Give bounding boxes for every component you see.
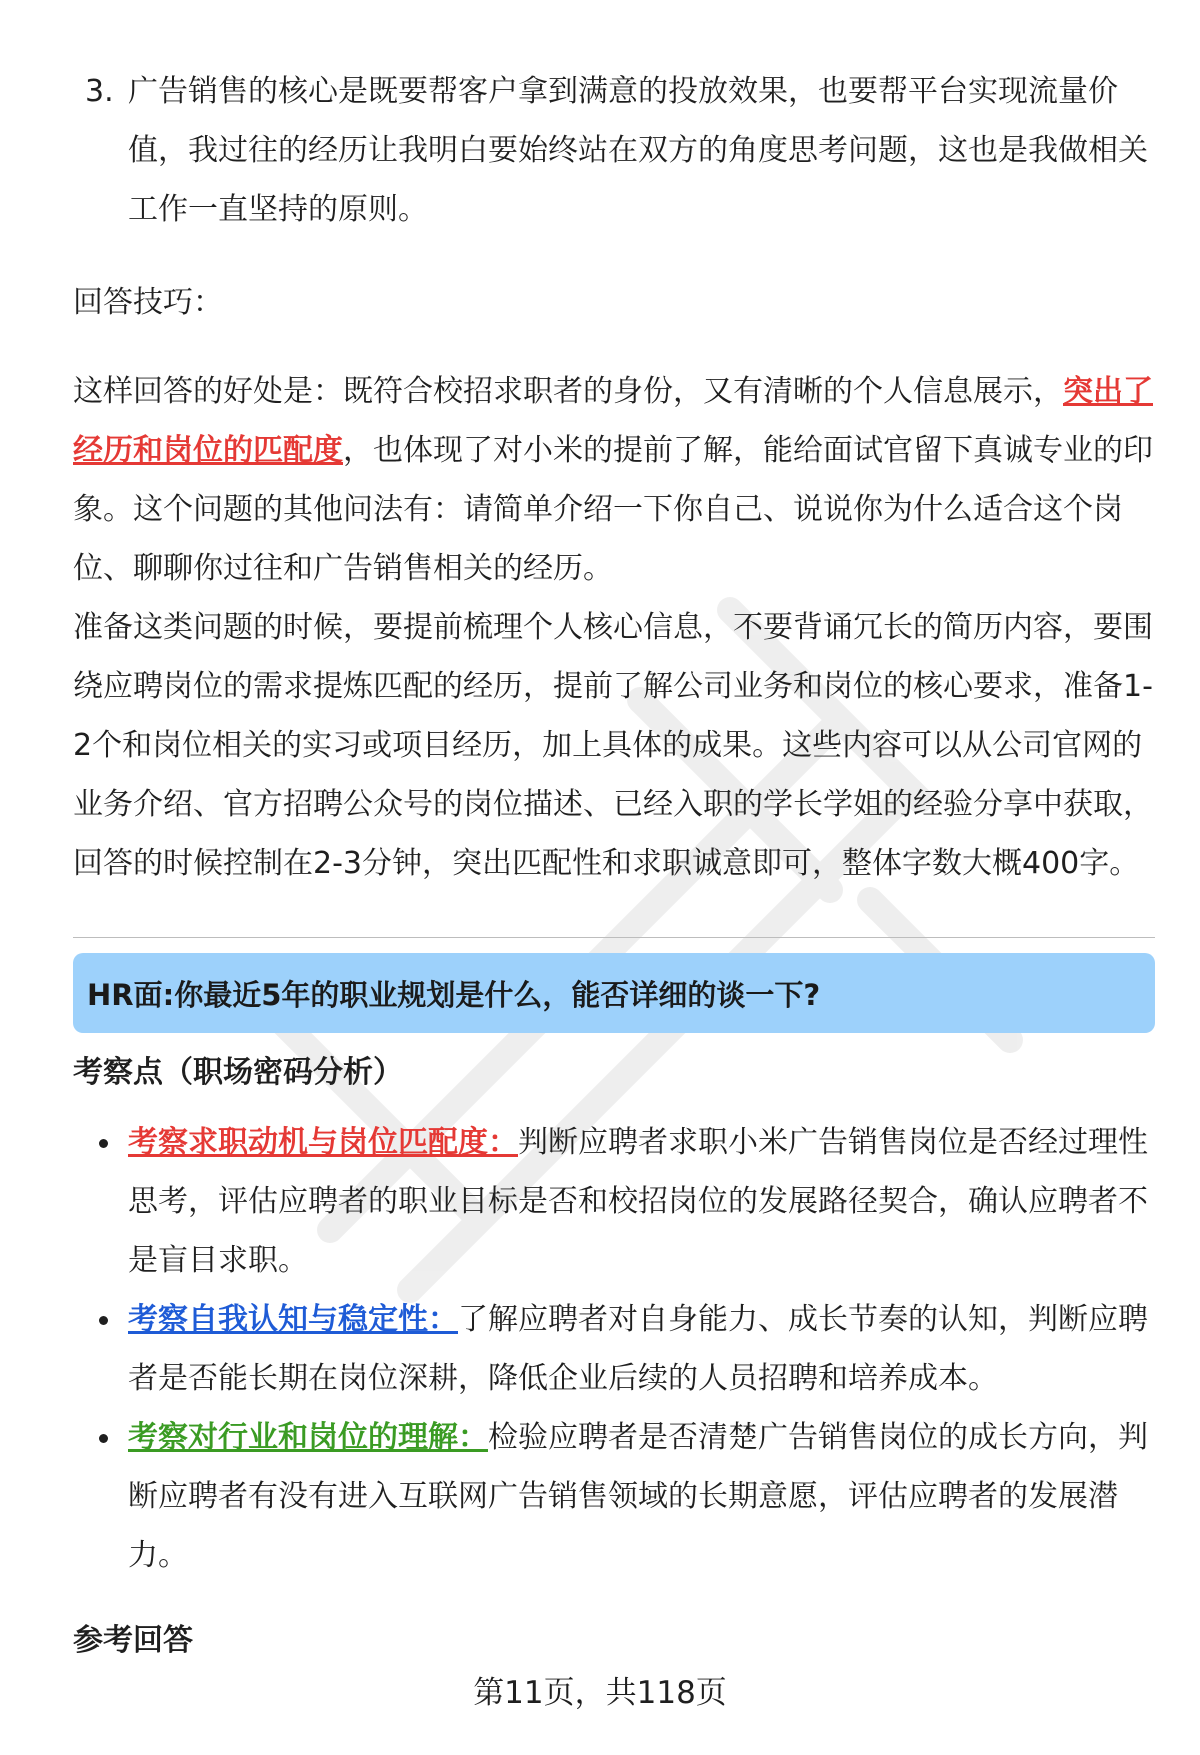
tips-label: 回答技巧：: [73, 285, 223, 320]
question-title: HR面:你最近5年的职业规划是什么，能否详细的谈一下?: [87, 977, 821, 1012]
reference-answer-heading: 参考回答: [73, 1623, 193, 1658]
highlight-text: 突出了经历和岗位的匹配度: [73, 374, 1153, 468]
numbered-item: [73, 62, 1155, 239]
content: [73, 62, 1155, 1671]
bullet-dot-icon: [99, 1434, 108, 1443]
section-divider: [73, 937, 1155, 938]
bullet-label: 考察自我认知与稳定性：: [128, 1302, 458, 1337]
item-text: 广告销售的核心是既要帮客户拿到满意的投放效果，也要帮平台实现流量价值，我过往的经历让我明白要始终站在双方的角度思考问题，这也是我做相关工作一直坚持的原则。: [128, 74, 1148, 227]
bullet-text: 判断应聘者求职小米广告销售岗位是否经过理性思考，评估应聘者的职业目标是否和校招岗位的发展路径契合，确认应聘者不是盲目求职。: [128, 1125, 1148, 1278]
focus-heading: 考察点（职场密码分析）: [73, 1055, 403, 1090]
bullet-text: 检验应聘者是否清楚广告销售岗位的成长方向，判断应聘者有没有进入互联网广告销售领域的长期意愿，评估应聘者的发展潜力。: [128, 1420, 1148, 1573]
bullet-label: 考察求职动机与岗位匹配度：: [128, 1125, 518, 1160]
list-item: [73, 1290, 1155, 1408]
list-item: [73, 1408, 1155, 1585]
tips-text-after: ，也体现了对小米的提前了解，能给面试官留下真诚专业的印象。这个问题的其他问法有：请简单介绍一下你自己、说说你为什么适合这个岗位、聊聊你过往和广告销售相关的经历。: [73, 433, 1153, 586]
preparation-paragraph: 准备这类问题的时候，要提前梳理个人核心信息，不要背诵冗长的简历内容，要围绕应聘岗位的需求提炼匹配的经历，提前了解公司业务和岗位的核心要求，准备1-2个和岗位相关的实习或项目经历，加上具体的成果。这些内容可以从公司官网的业务介绍、官方招聘公众号的岗位描述、已经入职的学长学姐的经验分享中获取，回答的时候控制在2-3分钟，突出匹配性和求职诚意即可，整体字数大概400字。: [73, 610, 1153, 881]
list-item: [73, 1113, 1155, 1290]
bullet-text: 了解应聘者对自身能力、成长节奏的认知，判断应聘者是否能长期在岗位深耕，降低企业后续的人员招聘和培养成本。: [128, 1302, 1148, 1396]
page-number: 第11页，共118页: [473, 1675, 727, 1711]
bullet-dot-icon: [99, 1139, 108, 1148]
item-number: 3.: [85, 74, 114, 109]
tips-paragraph: [73, 362, 1155, 598]
question-banner: [73, 953, 1155, 1033]
bullet-label: 考察对行业和岗位的理解：: [128, 1420, 488, 1455]
bullet-dot-icon: [99, 1316, 108, 1325]
focus-list: [73, 1113, 1155, 1585]
tips-text-before: 这样回答的好处是：既符合校招求职者的身份，又有清晰的个人信息展示，: [73, 374, 1063, 409]
